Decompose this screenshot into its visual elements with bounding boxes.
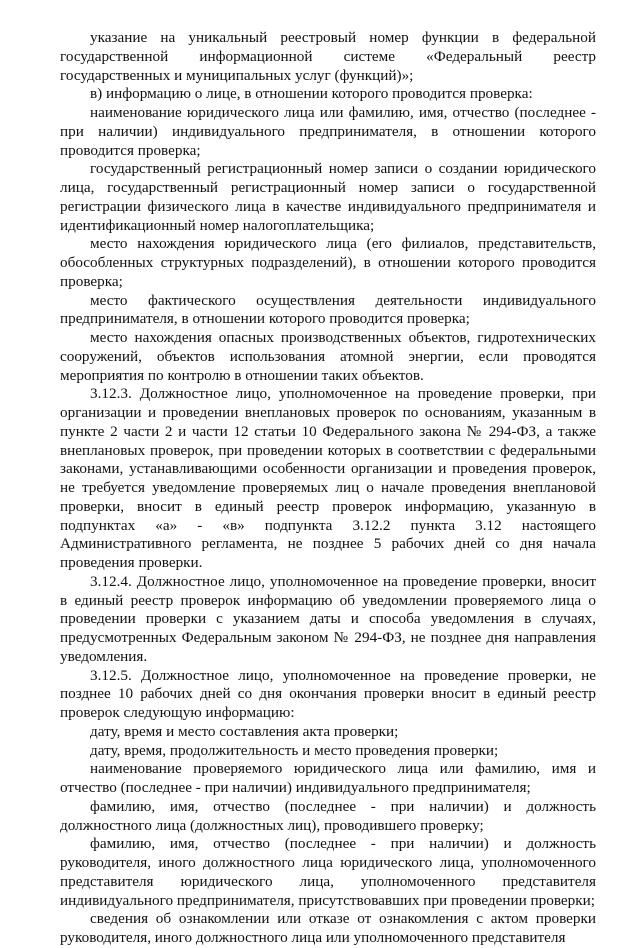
paragraph-inspection-date: дату, время, продолжительность и место проведения проверки; bbox=[90, 741, 499, 759]
document-page bbox=[60, 29, 596, 948]
paragraph-activity-place: место фактического осуществления деятельности индивидуального предпринимателя, в отношении которого проводится проверка; bbox=[60, 291, 596, 328]
paragraph-acquaintance: сведения об ознакомлении или отказе от ознакомления с актом проверки руководителя, иного должностного лица или уполномоченного представителя bbox=[60, 910, 596, 946]
paragraph-hazardous-objects: место нахождения опасных производственных объектов, гидротехнических сооружений, объектов использования атомной энергии, если проводятся мероприятия по контролю в отношении таких объектов. bbox=[60, 329, 596, 384]
paragraph-entity-name: наименование юридического лица или фамилию, имя, отчество (последнее - при наличии) индивидуального предпринимателя, в отношении которого проводится проверка; bbox=[60, 104, 596, 159]
paragraph-entity-location: место нахождения юридического лица (его филиалов, представительств, обособленных структурных подразделений), в отношении которого проводится проверка; bbox=[60, 235, 596, 290]
paragraph-person-info: в) информацию о лице, в отношении которого проводится проверка: bbox=[90, 85, 533, 103]
paragraph-registry-number: указание на уникальный реестровый номер функции в федеральной государственной информационной системе «Федеральный реестр государственных и муниципальных услуг (функций)»; bbox=[60, 29, 596, 84]
paragraph-registration-number: государственный регистрационный номер записи о создании юридического лица, государственный регистрационный номер записи о государственной регистрации физического лица в качестве индивидуального предпринимателя и идентификационный номер налогоплательщика; bbox=[60, 160, 596, 234]
paragraph-3-12-5: 3.12.5. Должностное лицо, уполномоченное на проведение проверки, не позднее 10 рабочих дней со дня окончания проверки вносит в единый реестр проверок следующую информацию: bbox=[60, 666, 596, 721]
paragraph-3-12-3: 3.12.3. Должностное лицо, уполномоченное на проведение проверки, при организации и проведении внеплановых проверок по основаниям, указанным в пункте 2 части 2 и части 12 статьи 10 Федерального закона № 294-ФЗ, а также внеплановых проверок, при проведении которых в соответствии с федеральными законами, устанавливающими особенности организации и проведения проверок, не требуется уведомление проверяемых лиц о начале проведения внеплановой проверки, вносит в единый реестр проверок информацию, указанную в подпунктах «а» - «в» подпункта 3.12.2 пункта 3.12 настоящего Административного регламента, не позднее 5 рабочих дней со дня начала проведения проверки. bbox=[60, 385, 596, 571]
paragraph-3-12-4: 3.12.4. Должностное лицо, уполномоченное на проведение проверки, вносит в единый реестр проверок информацию об уведомлении проверяемого лица о проведении проверки с указанием даты и способа уведомления в случаях, предусмотренных Федеральным законом № 294-ФЗ, не позднее дня направления уведомления. bbox=[60, 572, 596, 665]
paragraph-inspector: фамилию, имя, отчество (последнее - при наличии) и должность должностного лица (должностных лиц), проводившего проверку; bbox=[60, 797, 596, 834]
paragraph-representatives: фамилию, имя, отчество (последнее - при наличии) и должность руководителя, иного должностного лица юридического лица, уполномоченного представителя юридического лица, уполномоченного представителя индивидуального предпринимателя, присутствовавших при проведении проверки; bbox=[60, 835, 596, 909]
paragraph-act-date: дату, время и место составления акта проверки; bbox=[90, 722, 399, 740]
paragraph-inspected-entity: наименование проверяемого юридического лица или фамилию, имя и отчество (последнее - при наличии) индивидуального предпринимателя; bbox=[60, 760, 596, 796]
